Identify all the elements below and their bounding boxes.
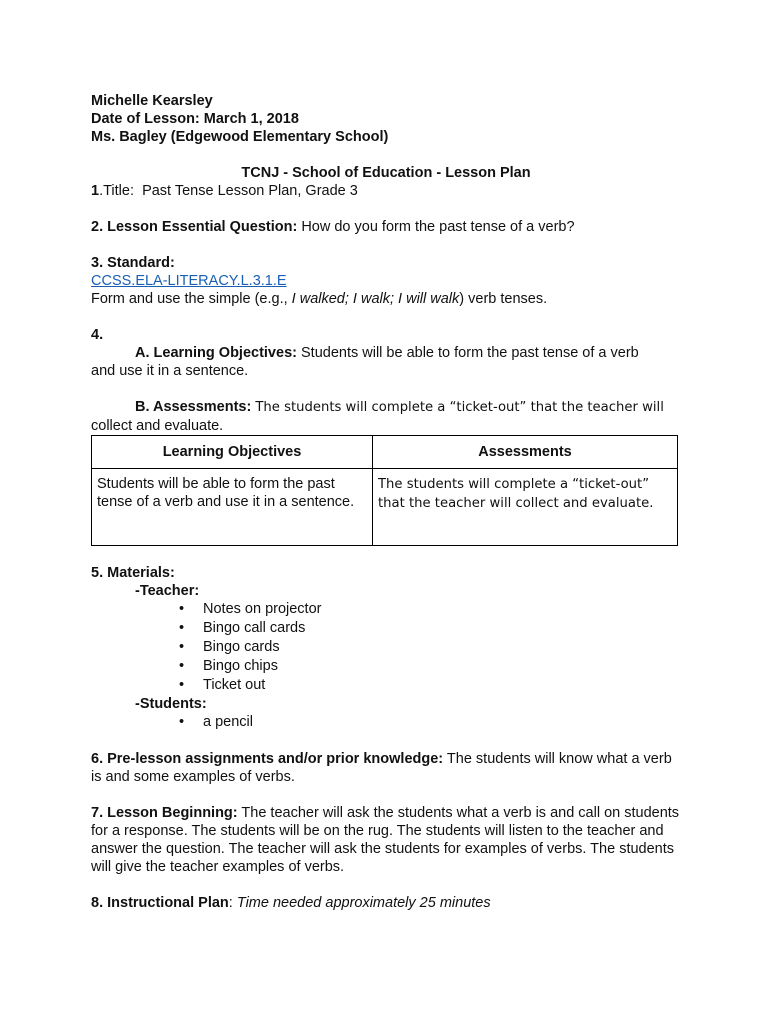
essential-question-label: 2. Lesson Essential Question: <box>91 219 298 235</box>
list-item <box>91 619 681 638</box>
table-cell-assessment <box>373 469 678 546</box>
learning-objectives-text-2: and use it in a sentence. <box>91 363 249 379</box>
standard-link[interactable]: CCSS.ELA-LITERACY.L.3.1.E <box>91 273 287 289</box>
standard-label: 3. Standard: <box>91 255 175 271</box>
author-name: Michelle Kearsley <box>91 93 213 109</box>
lesson-beginning-text: The teacher will ask the students what a verb is and call on students for a response. The students will be on the rug. The students will listen to the teacher and answer the question. The teacher will ask the students for examples of verbs. The students will give the teacher examples of verbs. <box>91 805 680 875</box>
student-materials-list <box>91 713 681 732</box>
section-title <box>91 182 681 200</box>
standard-text <box>91 290 681 308</box>
student-materials-label: -Students: <box>135 696 207 712</box>
assessments-label: B. Assessments: <box>135 399 252 415</box>
essential-question-text: How do you form the past tense of a verb? <box>301 219 575 235</box>
learning-objectives-line <box>91 344 681 362</box>
table-header-row <box>92 436 678 469</box>
objectives-assessments-table <box>91 435 678 546</box>
assessments-text-2: collect and evaluate. <box>91 418 224 434</box>
section-lesson-beginning <box>91 804 681 876</box>
bullet-icon: • <box>179 658 185 674</box>
bullet-icon: • <box>179 639 185 655</box>
assessments-line <box>91 398 681 417</box>
list-item <box>91 676 681 695</box>
section-instructional-plan: 8. Instructional Plan: Time needed approximately 25 minutes <box>91 895 491 911</box>
teacher-materials-label: -Teacher: <box>135 583 200 599</box>
prior-knowledge-label: 6. Pre-lesson assignments and/or prior knowledge: <box>91 751 444 767</box>
standard-text-after: ) verb tenses. <box>459 291 548 307</box>
list-item-text: Bingo call cards <box>203 620 306 636</box>
list-item <box>91 713 681 732</box>
list-item-text: Bingo chips <box>203 658 278 674</box>
standard-text-italic: I walked; I walk; I will walk <box>291 291 460 307</box>
section-essential-question <box>91 218 681 236</box>
lesson-date: Date of Lesson: March 1, 2018 <box>91 111 299 127</box>
teacher-school: Ms. Bagley (Edgewood Elementary School) <box>91 129 389 145</box>
table-header-objectives: Learning Objectives <box>92 436 373 469</box>
table-cell-assessment-text: The students will complete a “ticket-out” that the teacher will collect and evaluate. <box>378 477 654 511</box>
list-item <box>91 600 681 619</box>
list-item-text: a pencil <box>203 714 253 730</box>
lesson-plan-document <box>91 92 681 912</box>
instructional-plan-text: Time needed approximately 25 minutes <box>236 895 491 911</box>
instructional-plan-label: 8. Instructional Plan <box>91 895 229 911</box>
section-title-num: 1 <box>91 183 100 199</box>
list-item-text: Bingo cards <box>203 639 280 655</box>
table-cell-objective: Students will be able to form the past tense of a verb and use it in a sentence. <box>92 469 373 546</box>
bullet-icon: • <box>179 601 185 617</box>
list-item-text: Ticket out <box>203 677 266 693</box>
list-item <box>91 638 681 657</box>
learning-objectives-label: A. Learning Objectives: <box>135 345 297 361</box>
bullet-icon: • <box>179 620 185 636</box>
section-4-label: 4. <box>91 327 104 343</box>
table-header-assessments: Assessments <box>373 436 678 469</box>
section-title-value: Past Tense Lesson Plan, Grade 3 <box>142 183 358 199</box>
teacher-materials-list <box>91 600 681 695</box>
list-item-text: Notes on projector <box>203 601 322 617</box>
materials-label: 5. Materials: <box>91 565 175 581</box>
assessments-text: The students will complete a “ticket-out” that the teacher will <box>255 400 664 415</box>
learning-objectives-text: Students will be able to form the past tense of a verb <box>301 345 639 361</box>
standard-text-before: Form and use the simple (e.g., <box>91 291 292 307</box>
list-item <box>91 657 681 676</box>
table-row <box>92 469 678 546</box>
prior-knowledge-text: The students will know what a verb is and some examples of verbs. <box>91 751 672 785</box>
section-prior-knowledge <box>91 750 681 786</box>
section-title-label: .Title: <box>99 183 134 199</box>
bullet-icon: • <box>179 714 185 730</box>
plan-title: TCNJ - School of Education - Lesson Plan <box>241 165 531 181</box>
lesson-beginning-label: 7. Lesson Beginning: <box>91 805 238 821</box>
bullet-icon: • <box>179 677 185 693</box>
